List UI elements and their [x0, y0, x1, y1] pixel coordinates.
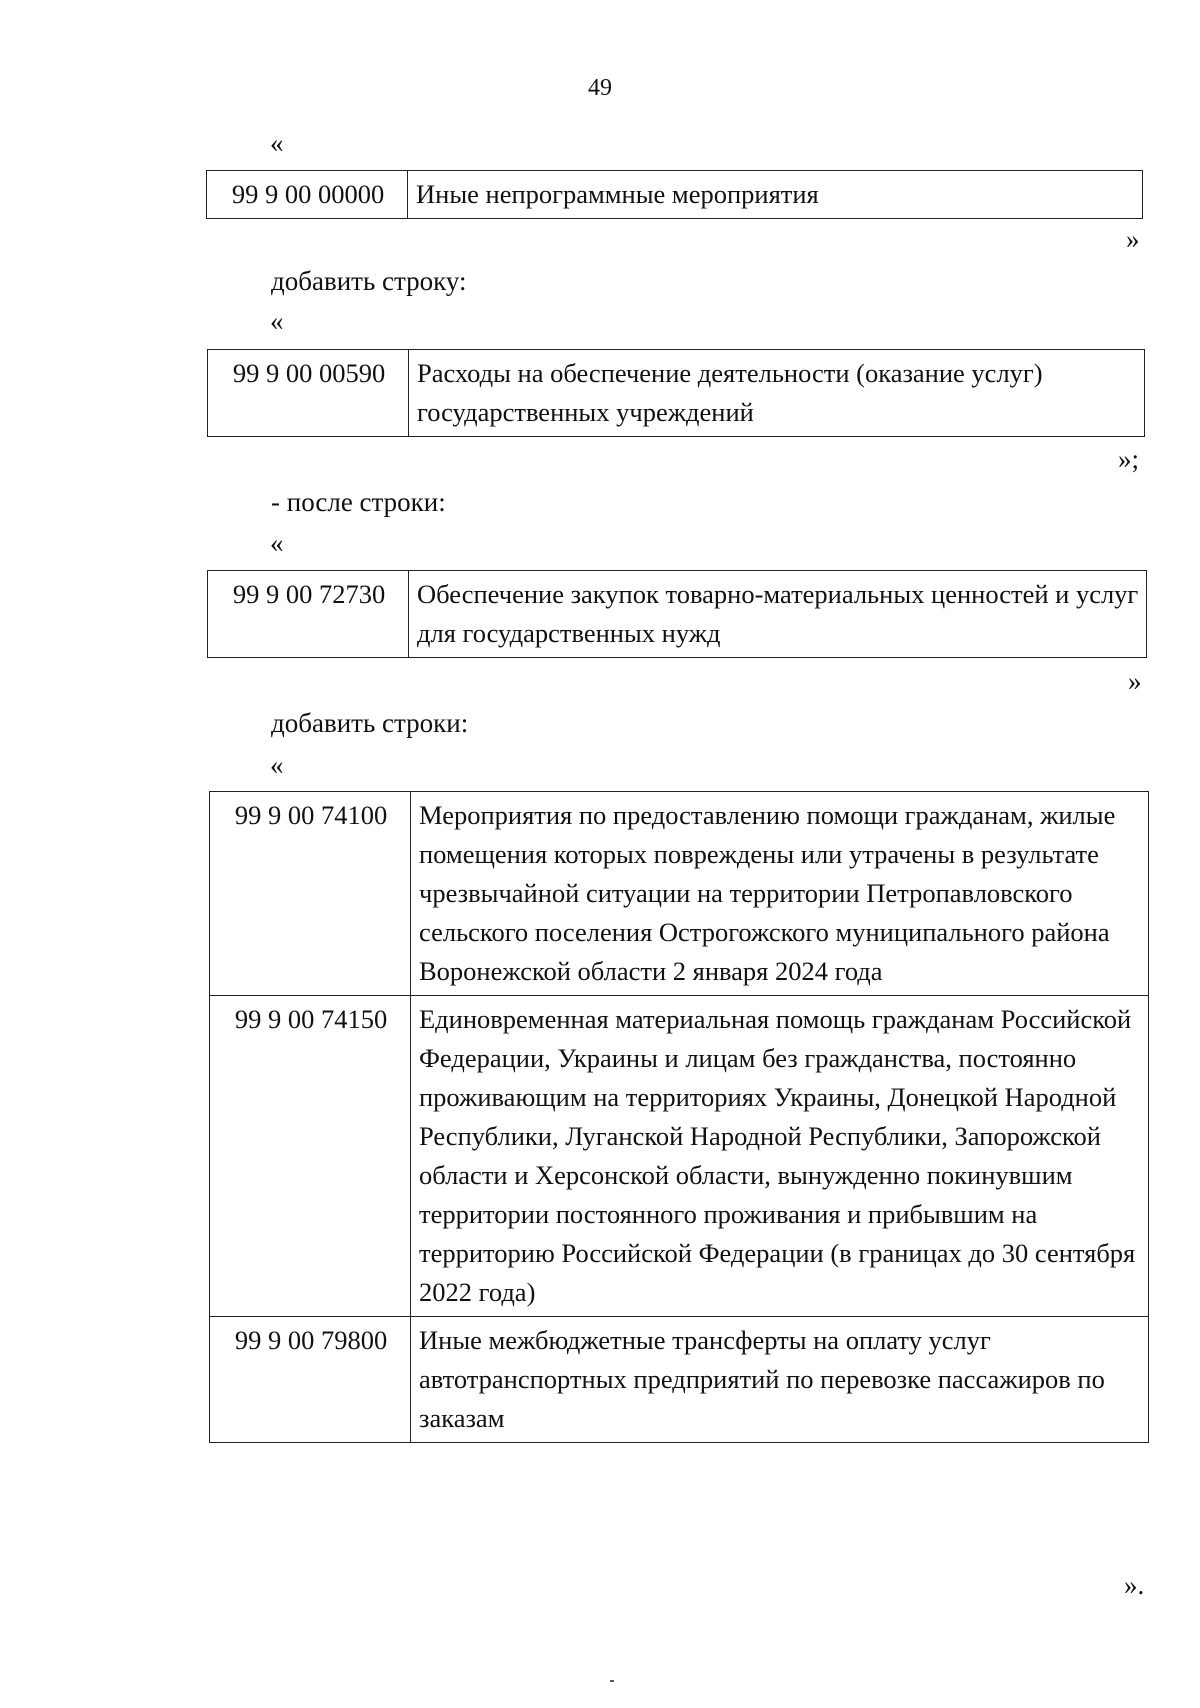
- code-cell: 99 9 00 00590: [208, 350, 409, 437]
- instruction-add-rows: добавить строки:: [271, 708, 469, 738]
- table-anchor-row: [207, 570, 1147, 658]
- code-cell: 99 9 00 79800: [210, 1317, 411, 1443]
- table-row: [208, 571, 1147, 658]
- description-cell: Расходы на обеспечение деятельности (оказание услуг) государственных учреждений: [409, 350, 1145, 437]
- code-cell: 99 9 00 72730: [208, 571, 409, 658]
- instruction-add-row: добавить строку:: [271, 266, 467, 296]
- table-added-row: [207, 349, 1145, 437]
- table-row: [208, 350, 1145, 437]
- close-quote: »;: [1118, 444, 1140, 474]
- description-cell: Иные непрограммные мероприятия: [408, 171, 1143, 219]
- code-cell: 99 9 00 00000: [207, 171, 408, 219]
- table-row: [210, 1317, 1149, 1443]
- table-added-rows: [209, 791, 1149, 1443]
- table-existing-row: [206, 170, 1143, 219]
- open-quote: «: [270, 528, 284, 558]
- description-cell: Мероприятия по предоставлению помощи гражданам, жилые помещения которых повреждены или утрачены в результате чрезвычайной ситуации на территории Петропавловского сельского поселения Острогожского муниципального района Воронежской области 2 января 2024 года: [411, 792, 1149, 996]
- code-cell: 99 9 00 74150: [210, 996, 411, 1317]
- code-cell: 99 9 00 74100: [210, 792, 411, 996]
- description-cell: Иные межбюджетные трансферты на оплату услуг автотранспортных предприятий по перевозке пассажиров по заказам: [411, 1317, 1149, 1443]
- instruction-after-row: - после строки:: [271, 487, 446, 517]
- table-row: [210, 996, 1149, 1317]
- description-cell: Обеспечение закупок товарно-материальных ценностей и услуг для государственных нужд: [409, 571, 1147, 658]
- table-row: [207, 171, 1143, 219]
- close-quote: »: [1126, 224, 1140, 254]
- open-quote: «: [270, 306, 284, 336]
- table-row: [210, 792, 1149, 996]
- page-number: 49: [588, 75, 612, 101]
- description-cell: Единовременная материальная помощь гражданам Российской Федерации, Украины и лицам без гражданства, постоянно проживающим на территориях Украины, Донецкой Народной Республики, Луганской Народной Республики, Запорожской области и Херсонской области, вынужденно покинувшим территории постоянного проживания и прибывшим на территорию Российской Федерации (в границах до 30 сентября 2022 года): [411, 996, 1149, 1317]
- open-quote: «: [270, 128, 284, 158]
- open-quote: «: [270, 750, 284, 780]
- close-quote: ».: [1124, 1570, 1145, 1600]
- close-quote: »: [1128, 666, 1142, 696]
- scan-mark: [610, 1680, 614, 1682]
